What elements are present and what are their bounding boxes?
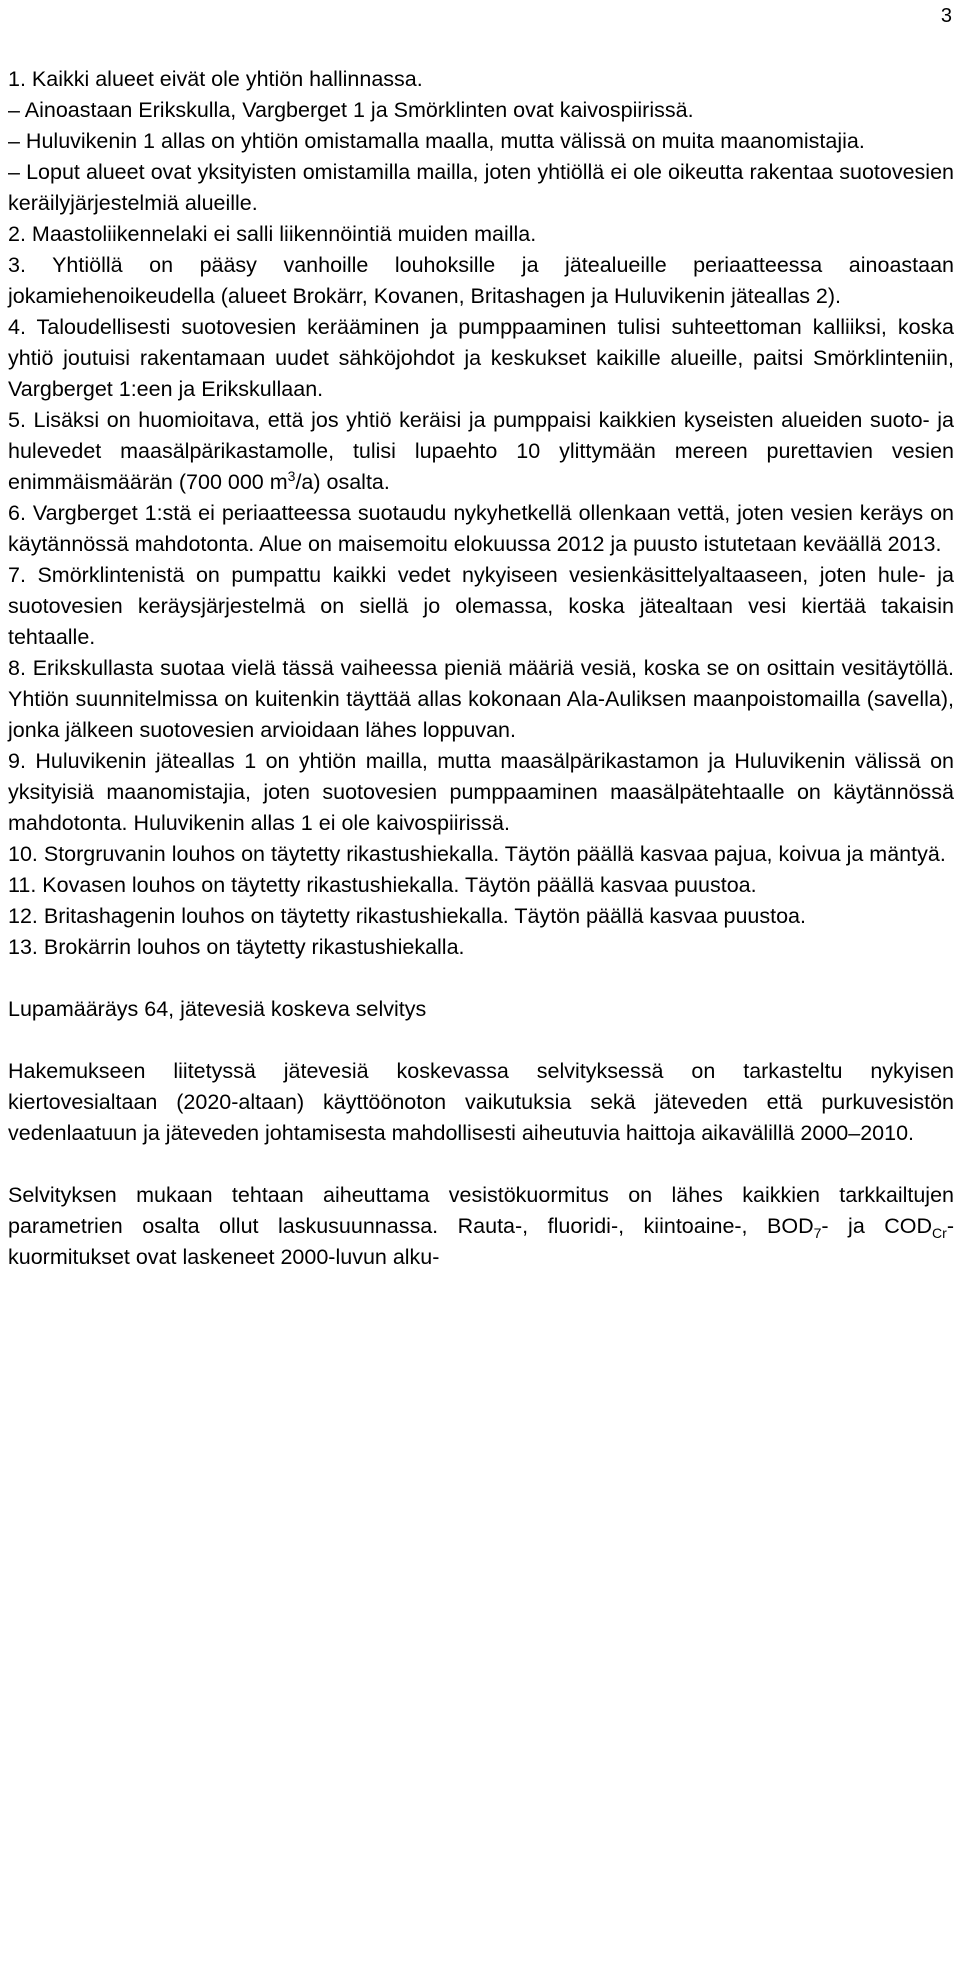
bod-subscript: 7 [813,1225,822,1241]
paragraph-2 [8,1180,954,1273]
list-item-8: 8. Erikskullasta suotaa vielä tässä vaiheessa pieniä määriä vesiä, koska se on osittain vesitäytöllä. Yhtiön suunnitelmissa on kuitenkin täyttää allas kokonaan Ala-Auliksen maanpoistomailla (savella), jonka jälkeen suotovesien arvioidaan lähes loppuvan. [8,656,954,742]
paragraph-1: Hakemukseen liitetyssä jätevesiä koskevassa selvityksessä on tarkasteltu nykyisen kiertovesialtaan (2020-altaan) käyttöönoton vaikutuksia sekä jäteveden että purkuvesistön vedenlaatuun ja jäteveden johtamisesta mahdollisesti aiheutuvia haittoja aikavälillä 2000–2010. [8,1059,954,1145]
paragraph-2-text: Selvityksen mukaan tehtaan aiheuttama vesistökuormitus on lähes kaikkien tarkkailtujen parametrien osalta ollut laskusuunnassa. Rauta-, fluoridi-, kiintoaine-, BOD [8,1183,954,1238]
list-item-1a: – Ainoastaan Erikskulla, Vargberget 1 ja Smörklinten ovat kaivospiirissä. [8,98,694,122]
list-item-3: 3. Yhtiöllä on pääsy vanhoille louhoksille ja jätealueille periaatteessa ainoastaan jokamiehenoikeudella (alueet Brokärr, Kovanen, Britashagen ja Huluvikenin jäteallas 2). [8,253,954,308]
list-item-5-text: 5. Lisäksi on huomioitava, että jos yhtiö keräisi ja pumppaisi kaikkien kyseisten alueiden suoto- ja hulevedet maasälpärikastamolle, tulisi lupaehto 10 ylittymään mereen purettavien vesien enimmäismäärän (700 000 m [8,408,954,494]
cubic-superscript: 3 [287,468,296,484]
cod-subscript: Cr [932,1225,947,1241]
document-body [8,64,954,1273]
paragraph-2-text-end: -kuormitukset ovat laskeneet 2000-luvun alku- [8,1214,954,1269]
list-item-5-text-end: /a) osalta. [295,470,390,494]
page-number: 3 [940,5,952,27]
list-item-13: 13. Brokärrin louhos on täytetty rikastushiekalla. [8,935,465,959]
list-item-6: 6. Vargberget 1:stä ei periaatteessa suotaudu nykyhetkellä ollenkaan vettä, joten vesien keräys on käytännössä mahdotonta. Alue on maisemoitu elokuussa 2012 ja puusto istutetaan keväällä 2013. [8,501,954,556]
list-item-9: 9. Huluvikenin jäteallas 1 on yhtiön mailla, mutta maasälpärikastamon ja Huluvikenin välissä on yksityisiä maanomistajia, joten suotovesien pumppaaminen maasälpätehtaalle on käytännössä mahdotonta. Huluvikenin allas 1 ei ole kaivospiirissä. [8,749,954,835]
list-item-12: 12. Britashagenin louhos on täytetty rikastushiekalla. Täytön päällä kasvaa puustoa. [8,904,806,928]
list-item-1: 1. Kaikki alueet eivät ole yhtiön hallinnassa. [8,67,423,91]
list-item-7: 7. Smörklintenistä on pumpattu kaikki vedet nykyiseen vesienkäsittelyaltaaseen, joten hule- ja suotovesien keräysjärjestelmä on siellä jo olemassa, koska jätealtaan vesi kiertää takaisin tehtaalle. [8,563,954,649]
list-item-5 [8,405,954,498]
list-item-4: 4. Taloudellisesti suotovesien kerääminen ja pumppaaminen tulisi suhteettoman kalliiksi, koska yhtiö joutuisi rakentamaan uudet sähköjohdot ja keskukset kaikille alueille, paitsi Smörklinteniin, Vargberget 1:een ja Erikskullaan. [8,315,954,401]
list-item-10: 10. Storgruvanin louhos on täytetty rikastushiekalla. Täytön päällä kasvaa pajua, koivua ja mäntyä. [8,842,946,866]
list-item-11: 11. Kovasen louhos on täytetty rikastushiekalla. Täytön päällä kasvaa puustoa. [8,873,757,897]
list-item-2: 2. Maastoliikennelaki ei salli liikennöintiä muiden mailla. [8,222,537,246]
list-item-1c: – Loput alueet ovat yksityisten omistamilla mailla, joten yhtiöllä ei ole oikeutta rakentaa suotovesien keräilyjärjestelmiä alueille. [8,160,954,215]
paragraph-2-text-mid: - ja COD [821,1214,933,1238]
list-item-1b: – Huluvikenin 1 allas on yhtiön omistamalla maalla, mutta välissä on muita maanomistajia. [8,129,865,153]
section-heading: Lupamääräys 64, jätevesiä koskeva selvitys [8,997,427,1021]
